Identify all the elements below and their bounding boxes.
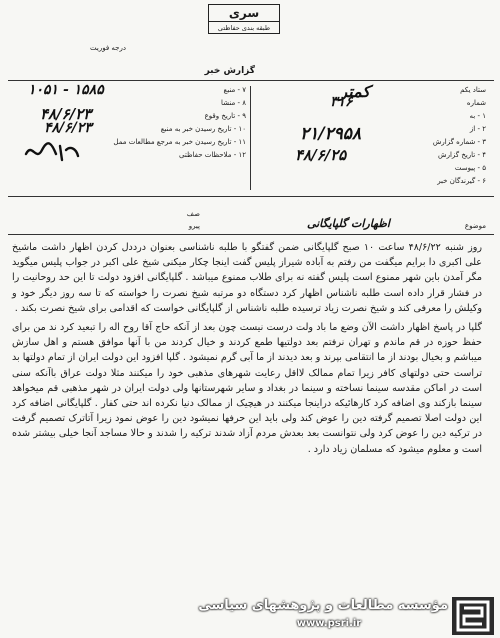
report-paragraph: روز شنبه ۴۸/۶/۲۲ ساعت ۱۰ صبح گلپایگانی ضمن گفتگو با طلبه ناشناسی بعنوان درددل کردن اظهار داشت ماشیخ علی اکبری دا برایم میگفت من رفتم به آباده شیراز پلیس گفت اینجا چکار میکنی شیخ علی اکبر در جواب پلیس میگوید مگر آمدن باین شهر ممنوع است پلیس گفته نه برای طلاب ممنوع میباشد . گلپایگانی افزود دولت تا این حد روحانیت را در فشار قرار داده است طلبه ناشناس اظهار کرد دستگاه دو مرتبه شیخ نصرت را خواسته که تا سه روز دیگر خود و وکیلش را معرفی کند و شیخ نصرت زیاد ترسیده طلبه ناشناس از گلپایگانی خواست که اقدامی برای شیخ نصرت بکند .	[12, 242, 482, 314]
field-label-attachment: ۵ - پیوست	[454, 164, 486, 172]
margin-note-1: صف	[186, 210, 200, 218]
classification-stamp-level: سری	[209, 5, 279, 22]
subject-bottom-rule	[8, 234, 494, 235]
margin-note-2: پیرو	[188, 222, 200, 230]
field-label-receipt-date-authority: ۱۱ - تاریخ رسیدن خبر به مرجع مطالعات ممل	[113, 138, 246, 146]
field-label-staff: ستاد یکم	[460, 86, 486, 94]
field-label-number: شماره	[466, 99, 486, 107]
field-value-report-number: ۲۱/۲۹۵۸	[300, 124, 361, 144]
classification-stamp-caption: طبقه بندی حفاظتی	[217, 24, 271, 32]
priority-label: درجه فوریت	[90, 44, 126, 52]
field-label-origin: ۸ - منشا	[221, 99, 246, 107]
field-label-to: ۱ - به	[469, 112, 486, 120]
subject-value: اظهارات گلپایگانی	[306, 217, 390, 230]
field-label-report-date: ۴ - تاریخ گزارش	[438, 151, 486, 159]
field-value-occurrence-date: ۴۸/۶/۲۳	[40, 105, 92, 123]
report-body	[12, 240, 482, 461]
field-label-recipients: ۶ - گیرندگان خبر	[437, 177, 486, 185]
watermark-url: www.psri.ir	[296, 618, 362, 629]
field-value-from: کمتر	[339, 82, 370, 101]
report-title: گزارش خبر	[204, 66, 255, 76]
field-value-receipt-date-source: ۴۸/۶/۲۳	[44, 120, 92, 136]
field-label-occurrence-date: ۹ - تاریخ وقوع	[204, 112, 246, 120]
field-label-report-number: ۳ - شماره گزارش	[432, 138, 486, 146]
field-column-divider	[250, 86, 251, 190]
field-label-security-notes: ۱۲ - ملاحظات حفاظتی	[179, 151, 246, 159]
initials-signature	[22, 140, 82, 164]
institute-logo-mark	[452, 597, 494, 635]
header-rule	[8, 80, 494, 81]
watermark-title: مؤسسه مطالعات و پژوهشهای سیاسی	[198, 598, 448, 613]
institute-logo	[452, 597, 494, 635]
field-value-source: ۱۰۵۱ - ۱۵۸۵	[28, 82, 104, 98]
field-value-to: ۳۱۶	[330, 94, 353, 110]
field-value-report-date: ۴۸/۶/۲۵	[295, 146, 347, 164]
field-label-source: ۷ - منبع	[223, 86, 246, 94]
subject-top-rule	[8, 196, 494, 197]
field-label-receipt-date-source: ۱۰ - تاریخ رسیدن خبر به منبع	[160, 125, 246, 133]
classification-stamp	[208, 4, 280, 34]
field-label-from: ۲ - از	[469, 125, 486, 133]
report-paragraph: گلپا در پاسخ اظهار داشت الآن وضع ما باد ولت درست نیست چون بعد از آنکه حاج آقا روح اله را تبعید کرد ند من برای حفظ حوزه در قم ماندم و تهران نرفتم بعد دولتیها طمع کردند و خیال کردند من با آنها موافق هستم و اهل سازش میباشم و بخیال بودند از ما انتقامی بپرند و بعد دیدند از ما آبی گرم نمیشود . گلپا افزود این دولت ایران از تمام دولتها بد تراست حتی دولتهای کافر زیرا تمام ممالک لااقل رعایت شهرهای مذهبی خود را میکنند مثلا دولت عراق باآنکه سنی است در اماکن مقدسه سینما نساخته و سینما در بغداد و سایر شهرستانها ولی دولت ایران در شهر مذهبی قم میخواهد سینما بازکند وی اضافه کرد کارهائیکه دراینجا میکنند در هیچیک از ممالک دنیا نکرده اند حتی کفار . گلپایگانی اضافه کرد این دولت اصلا تصمیم گرفته دین را عوض کند ولی باید این حرفها نمیشود دین را عوض نمود زیرا آتاترک تصمیم گرفت در ترکیه دین را عوض کرد ولی نتوانست بعد بعدش مردم آزاد شدند ترکیه را شدند و حالا مساجد آنجا خیلی بیشتر شده است و معلوم میشود که مسلمان زیاد دارد .	[12, 322, 482, 455]
subject-label: موضوع	[464, 222, 486, 230]
